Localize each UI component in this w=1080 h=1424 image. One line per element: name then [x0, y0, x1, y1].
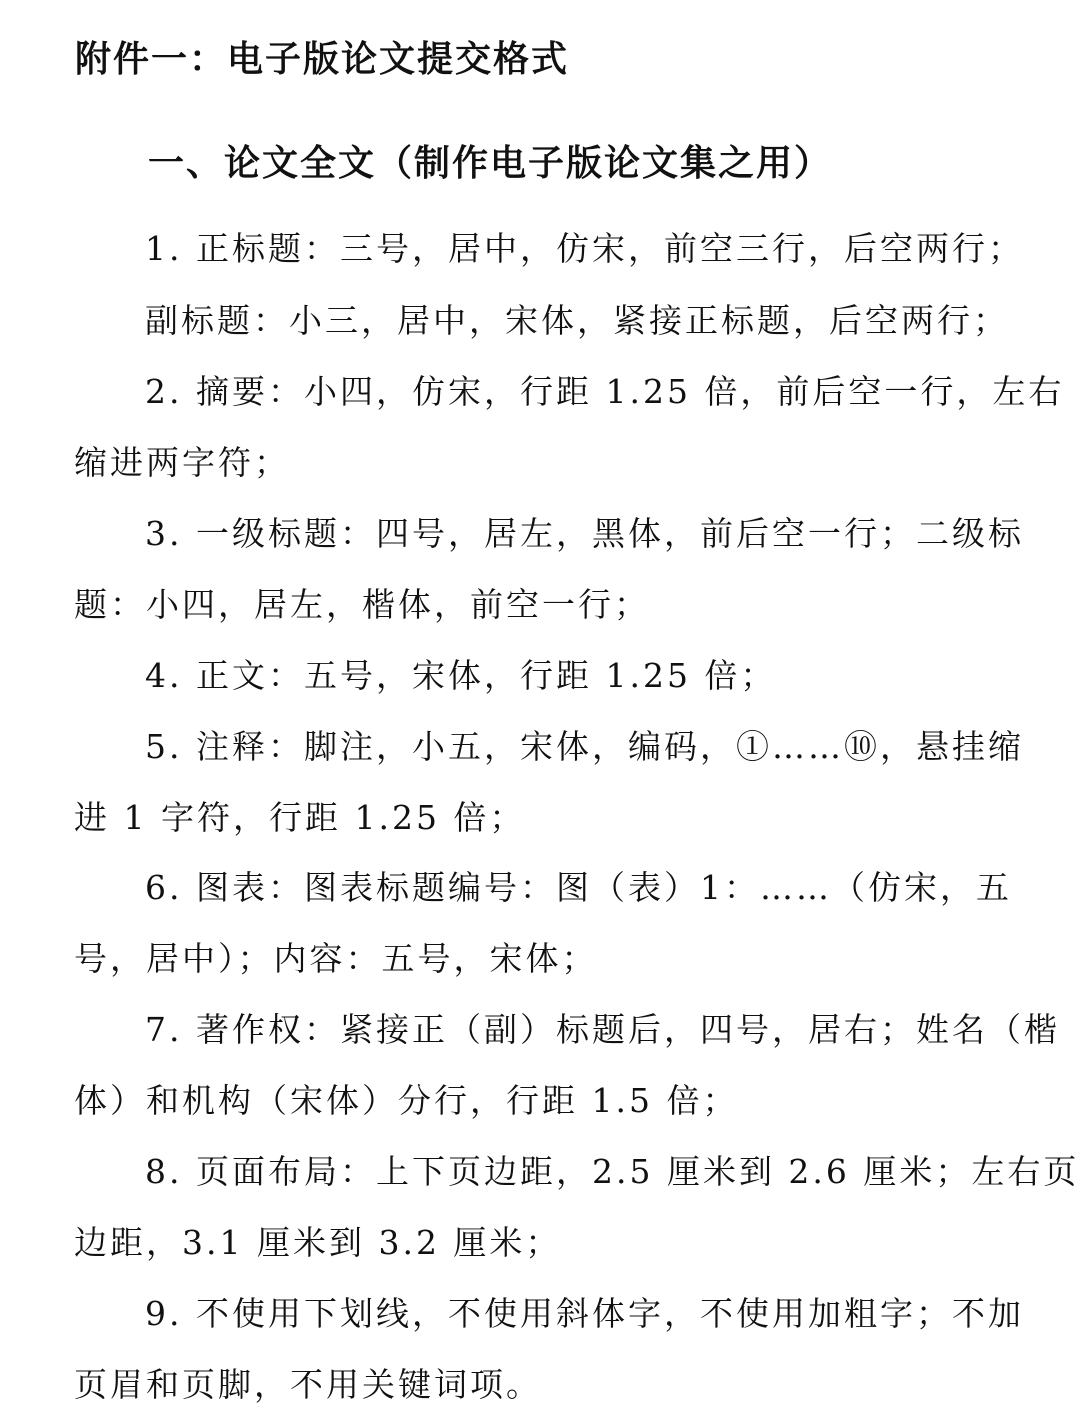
- paragraph-line: 题：小四，居左，楷体，前空一行；: [74, 585, 650, 624]
- paragraph-line: 6. 图表：图表标题编号：图（表）1：……（仿宋，五: [145, 868, 1012, 907]
- section-heading: 一、论文全文（制作电子版论文集之用）: [148, 143, 833, 184]
- paragraph-line: 体）和机构（宋体）分行，行距 1.5 倍；: [74, 1081, 739, 1120]
- paragraph-line: 5. 注释：脚注，小五，宋体，编码，①……⑩，悬挂缩: [145, 727, 1024, 766]
- paragraph-line: 2. 摘要：小四，仿宋，行距 1.25 倍，前后空一行，左右: [145, 372, 1065, 411]
- paragraph-line: 进 1 字符，行距 1.25 倍；: [74, 798, 526, 837]
- paragraph-line: 7. 著作权：紧接正（副）标题后，四号，居右；姓名（楷: [145, 1010, 1060, 1049]
- document-title: 附件一：电子版论文提交格式: [75, 39, 570, 80]
- paragraph-line: 4. 正文：五号，宋体，行距 1.25 倍；: [145, 656, 777, 695]
- paragraph-line: 缩进两字符；: [74, 443, 290, 482]
- paragraph-line: 边距，3.1 厘米到 3.2 厘米；: [74, 1223, 562, 1262]
- paragraph-line: 页眉和页脚，不用关键词项。: [74, 1365, 542, 1404]
- paragraph-line: 3. 一级标题：四号，居左，黑体，前后空一行；二级标: [145, 514, 1024, 553]
- paragraph-line: 9. 不使用下划线，不使用斜体字，不使用加粗字；不加: [145, 1294, 1024, 1333]
- paragraph-line: 副标题：小三，居中，宋体，紧接正标题，后空两行；: [145, 301, 1009, 340]
- paragraph-line: 1. 正标题：三号，居中，仿宋，前空三行，后空两行；: [145, 229, 1024, 268]
- paragraph-line: 号，居中）；内容：五号，宋体；: [74, 939, 598, 978]
- paragraph-line: 8. 页面布局：上下页边距，2.5 厘米到 2.6 厘米；左右页: [145, 1152, 1080, 1191]
